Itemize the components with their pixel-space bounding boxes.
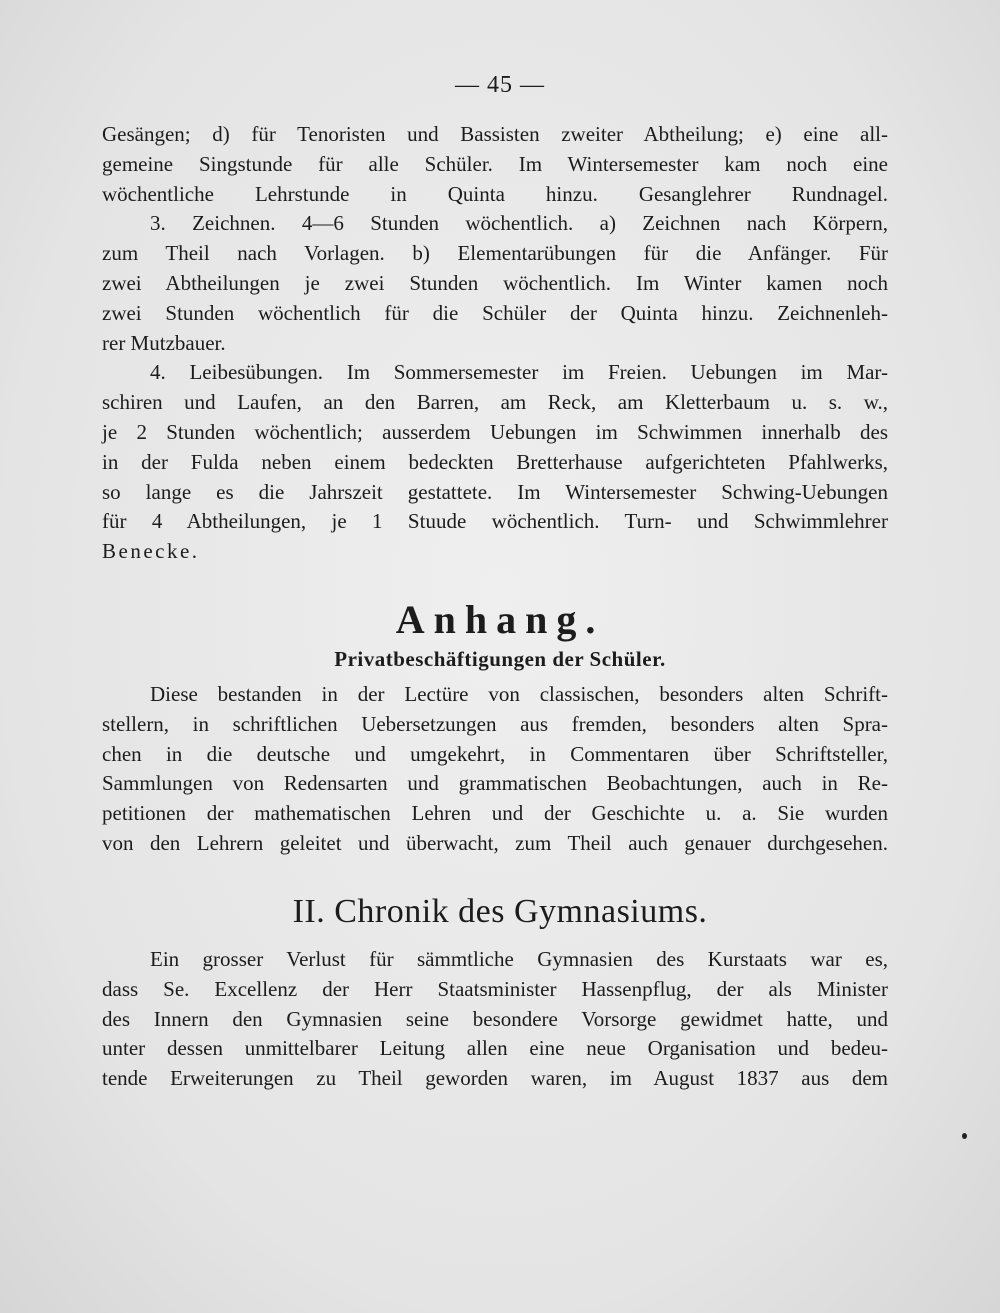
text-line: schiren und Laufen, an den Barren, am Reck, am Kletterbaum u. s. w., <box>102 390 888 415</box>
text-line: zwei Abtheilungen je zwei Stunden wöchentlich. Im Winter kamen noch <box>102 270 888 295</box>
text-line: zum Theil nach Vorlagen. b) Elementarübungen für die Anfänger. Für <box>102 241 888 266</box>
text-line: Ein grosser Verlust für sämmtliche Gymnasien des Kurstaats war es, <box>150 947 888 971</box>
text-line: tende Erweiterungen zu Theil geworden waren, im August 1837 aus dem <box>102 1066 888 1091</box>
anhang-heading: Anhang. <box>395 597 605 642</box>
text-line: Diese bestanden in der Lectüre von classischen, besonders alten Schrift- <box>150 682 888 706</box>
text-line: Gesängen; d) für Tenoristen und Bassisten zweiter Abtheilung; e) eine all- <box>102 122 888 146</box>
page-number: — 45 — <box>455 72 545 98</box>
text-line: zwei Stunden wöchentlich für die Schüler der Quinta hinzu. Zeichnenleh- <box>102 300 888 325</box>
text-line: von den Lehrern geleitet und überwacht, zum Theil auch genauer durchgesehen. <box>102 830 888 855</box>
chronik-paragraph <box>102 945 888 1094</box>
text-line: unter dessen unmittelbarer Leitung allen eine neue Organisation und bedeu- <box>102 1036 888 1061</box>
anhang-subheading: Privatbeschäftigungen der Schüler. <box>334 647 666 671</box>
text-line: rer Mutzbauer. <box>102 330 226 355</box>
text-line: stellern, in schriftlichen Uebersetzungen aus fremden, besonders alten Spra- <box>102 711 888 736</box>
text-line: chen in die deutsche und umgekehrt, in Commentaren über Schriftsteller, <box>102 741 888 766</box>
text-line: petitionen der mathematischen Lehren und der Geschichte u. a. Sie wurden <box>102 801 888 826</box>
text-line: je 2 Stunden wöchentlich; ausserdem Uebungen im Schwimmen innerhalb des <box>102 419 888 444</box>
text-line: dass Se. Excellenz der Herr Staatsminister Hassenpflug, der als Minister <box>102 976 888 1001</box>
text-line: für 4 Abtheilungen, je 1 Stuude wöchentlich. Turn- und Schwimmlehrer <box>102 509 888 534</box>
anhang-paragraph <box>102 680 888 859</box>
text-line: Benecke. <box>102 539 200 564</box>
text-line: 4. Leibesübungen. Im Sommersemester im Freien. Uebungen im Mar- <box>150 360 888 385</box>
text-line: in der Fulda neben einem bedeckten Bretterhause aufgerichteten Pfahlwerks, <box>102 449 888 474</box>
text-line: so lange es die Jahrszeit gestattete. Im Wintersemester Schwing-Uebungen <box>102 479 888 504</box>
text-line: wöchentliche Lehrstunde in Quinta hinzu. Gesanglehrer Rundnagel. <box>102 181 888 206</box>
text-line: 3. Zeichnen. 4—6 Stunden wöchentlich. a) Zeichnen nach Körpern, <box>150 211 888 236</box>
section-gesang-zeichnen-leibesuebungen <box>102 120 888 567</box>
text-line: des Innern den Gymnasien seine besondere Vorsorge gewidmet hatte, und <box>102 1006 888 1031</box>
ink-speck <box>962 1133 967 1139</box>
text-line: Sammlungen von Redensarten und grammatischen Beobachtungen, auch in Re- <box>102 771 888 796</box>
chronik-heading: II. Chronik des Gymnasiums. <box>292 893 708 930</box>
text-line: gemeine Singstunde für alle Schüler. Im Wintersemester kam noch eine <box>102 151 888 176</box>
